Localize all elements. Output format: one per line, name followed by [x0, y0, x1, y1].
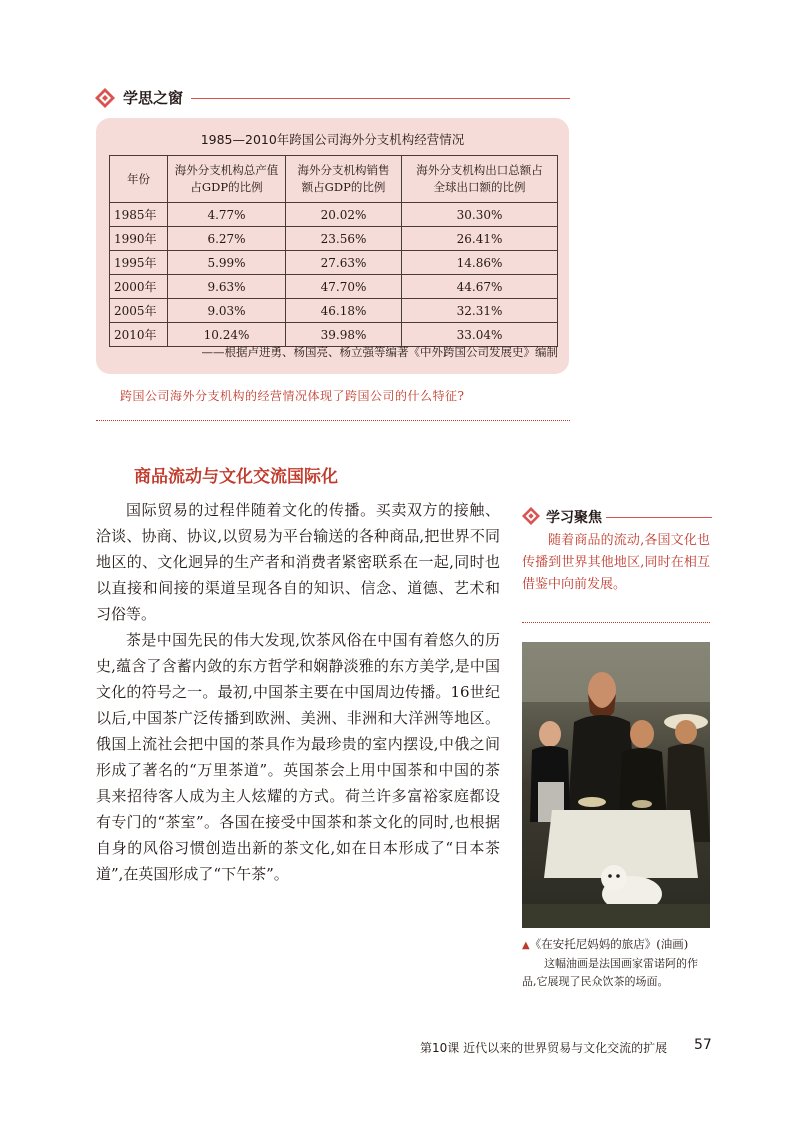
cell-year: 2005年 [110, 299, 168, 323]
cell-value: 44.67% [402, 275, 558, 299]
page-number: 57 [694, 1037, 712, 1053]
lesson-footer: 第10课 近代以来的世界贸易与文化交流的扩展 [420, 1041, 668, 1055]
cell-year: 2000年 [110, 275, 168, 299]
data-table [109, 155, 558, 347]
table-title: 1985—2010年跨国公司海外分支机构经营情况 [200, 132, 465, 147]
discussion-question: 跨国公司海外分支机构的经营情况体现了跨国公司的什么特征? [120, 389, 465, 403]
focus-sidebar-label: 学习聚焦 [546, 510, 602, 526]
caption-title: 《在安托尼妈妈的旅店》(油画) [529, 937, 689, 951]
window-section-label: 学思之窗 [123, 89, 184, 107]
diamond-logo-icon [522, 507, 540, 525]
cell-year: 1990年 [110, 227, 168, 251]
header-sales-ratio: 海外分支机构销售额占GDP的比例 [286, 156, 402, 203]
body-text [96, 497, 500, 887]
header-export-ratio: 海外分支机构出口总额占全球出口额的比例 [402, 156, 558, 203]
sidebar-paragraph: 随着商品的流动,各国文化也传播到世界其他地区,同时在相互借鉴中向前发展。 [522, 533, 710, 592]
focus-sidebar-header [522, 506, 712, 528]
cell-value: 4.77% [168, 203, 286, 227]
cell-value: 9.63% [168, 275, 286, 299]
cell-value: 6.27% [168, 227, 286, 251]
section-title: 商品流动与文化交流国际化 [134, 467, 338, 487]
cell-value: 9.03% [168, 299, 286, 323]
cell-value: 33.04% [402, 323, 558, 347]
cell-value: 20.02% [286, 203, 402, 227]
table-source: ——根据卢进勇、杨国亮、杨立强等编著《中外跨国公司发展史》编制 [201, 345, 558, 359]
cell-value: 46.18% [286, 299, 402, 323]
cell-value: 14.86% [402, 251, 558, 275]
cell-value: 39.98% [286, 323, 402, 347]
cell-year: 1995年 [110, 251, 168, 275]
dotted-divider [96, 420, 570, 421]
cell-value: 23.56% [286, 227, 402, 251]
cell-value: 5.99% [168, 251, 286, 275]
painting-image [522, 642, 710, 928]
table-row [110, 323, 558, 347]
cell-year: 1985年 [110, 203, 168, 227]
focus-sidebar-text [522, 530, 710, 596]
sidebar-rule [606, 517, 712, 518]
cell-value: 26.41% [402, 227, 558, 251]
header-output-ratio: 海外分支机构总产值占GDP的比例 [168, 156, 286, 203]
paragraph: 茶是中国先民的伟大发现,饮茶风俗在中国有着悠久的历史,蕴含了含蓄内敛的东方哲学和娴静淡雅的东方美学,是中国文化的符号之一。最初,中国茶主要在中国周边传播。16世纪以后,中国茶广泛传播到欧洲、美洲、非洲和大洋洲等地区。俄国上流社会把中国的茶具作为最珍贵的室内摆设,中俄之间形成了著名的“万里茶道”。英国茶会上用中国茶和中国的茶具来招待客人成为主人炫耀的方式。荷兰许多富裕家庭都设有专门的“茶室”。各国在接受中国茶和茶文化的同时,也根据自身的风俗习惯创造出新的茶文化,如在日本形成了“日本茶道”,在英国形成了“下午茶”。 [96, 631, 500, 883]
caption-text: 这幅油画是法国画家雷诺阿的作品,它展现了民众饮茶的场面。 [522, 957, 698, 988]
cell-value: 30.30% [402, 203, 558, 227]
diamond-logo-icon [95, 88, 115, 108]
table-row [110, 203, 558, 227]
painting-caption [522, 935, 712, 991]
cell-value: 10.24% [168, 323, 286, 347]
table-row [110, 227, 558, 251]
header-rule [191, 98, 570, 99]
paragraph: 国际贸易的过程伴随着文化的传播。买卖双方的接触、洽谈、协商、协议,以贸易为平台输送的各种商品,把世界不同地区的、文化迥异的生产者和消费者紧密联系在一起,同时也以直接和间接的渠道呈现各自的知识、信念、道德、艺术和习俗等。 [96, 501, 500, 623]
table-header-row [110, 156, 558, 203]
sidebar-dotted-divider [522, 622, 710, 623]
cell-value: 32.31% [402, 299, 558, 323]
table-row [110, 299, 558, 323]
cell-year: 2010年 [110, 323, 168, 347]
triangle-icon: ▲ [522, 940, 530, 951]
table-row [110, 251, 558, 275]
header-year: 年份 [110, 156, 168, 203]
table-row [110, 275, 558, 299]
cell-value: 47.70% [286, 275, 402, 299]
cell-value: 27.63% [286, 251, 402, 275]
window-section-header [95, 86, 570, 110]
